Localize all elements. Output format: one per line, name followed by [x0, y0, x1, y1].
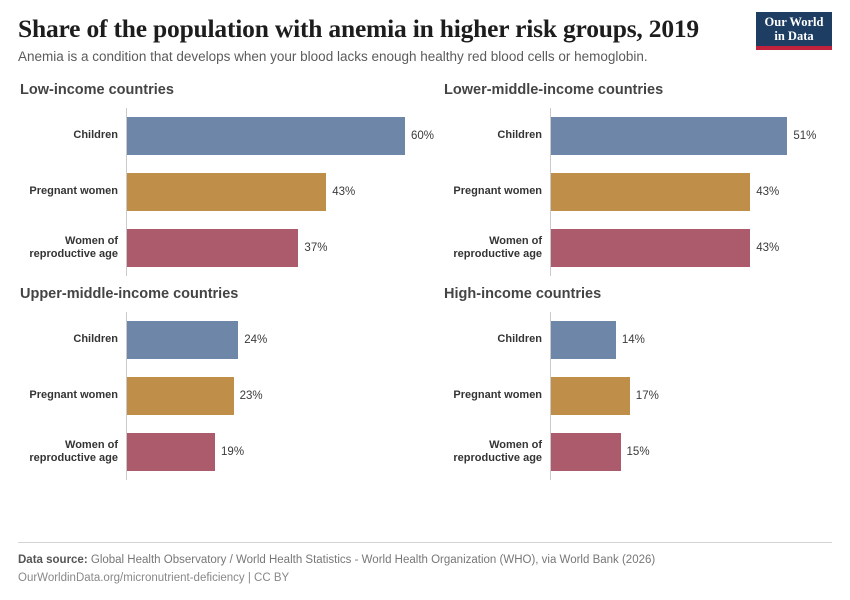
our-world-in-data-logo[interactable]: [756, 12, 832, 50]
bar-track: [126, 312, 434, 368]
bar[interactable]: [551, 433, 621, 471]
bar-row-label: Pregnant women: [29, 389, 118, 402]
logo-line-2: in Data: [774, 29, 814, 43]
bar-row: [18, 312, 434, 368]
bar-track: [126, 108, 434, 164]
bar[interactable]: [127, 377, 234, 415]
bar[interactable]: [127, 433, 215, 471]
bar-value-label: 60%: [411, 129, 435, 142]
bar-value-label: 19%: [221, 445, 245, 458]
panel-rows: [18, 312, 434, 480]
bar-row: [18, 424, 434, 480]
bar-row: [442, 220, 832, 276]
panel-rows: [18, 108, 434, 276]
bar-row-label-line2: reproductive age: [453, 247, 543, 260]
bar[interactable]: [127, 173, 326, 211]
bar-value-label: 17%: [635, 389, 659, 402]
bar[interactable]: [551, 229, 750, 267]
bar[interactable]: [127, 117, 405, 155]
bar-value-label: 51%: [793, 129, 817, 142]
bar-track: [126, 424, 434, 480]
panel-3: [18, 286, 434, 480]
panel-rows: [442, 108, 832, 276]
bar-row: [442, 312, 832, 368]
panel-title: Lower-middle-income countries: [444, 81, 664, 98]
panel-title: Upper-middle-income countries: [20, 285, 239, 302]
bar-row-label-line2: reproductive age: [29, 247, 118, 260]
bar-track: [126, 164, 434, 220]
panel-4: [442, 286, 832, 480]
data-source-label: Data source:: [18, 554, 88, 567]
bar-row-label: [18, 235, 126, 261]
bar-row: [442, 108, 832, 164]
bar[interactable]: [127, 229, 298, 267]
page-subtitle: Anemia is a condition that develops when your blood lacks enough healthy red blood cells or hemoglobin.: [18, 49, 648, 65]
data-source-line: [18, 552, 832, 570]
bar[interactable]: [551, 117, 787, 155]
bar-row-label-line2: reproductive age: [29, 451, 118, 464]
bar-row-label-line2: reproductive age: [453, 451, 543, 464]
bar-row-label: [442, 439, 550, 465]
bar-row-label: Children: [73, 333, 118, 346]
bar-value-label: 14%: [621, 333, 645, 346]
bar-row: [442, 424, 832, 480]
bar-track: [550, 220, 832, 276]
bar[interactable]: [551, 377, 630, 415]
bar-row-label: [442, 235, 550, 261]
chart-footer: [18, 542, 832, 588]
license-line[interactable]: OurWorldinData.org/micronutrient-deficiency | CC BY: [18, 572, 290, 585]
bar-value-label: 43%: [756, 241, 780, 254]
bar-row: [18, 108, 434, 164]
bar-track: [550, 368, 832, 424]
bar-track: [126, 368, 434, 424]
bar[interactable]: [127, 321, 238, 359]
bar-row-label: Pregnant women: [29, 185, 118, 198]
bar-row-label-line1: Women of: [65, 234, 118, 247]
bar-row-label-line1: Women of: [65, 438, 118, 451]
bar-row: [18, 164, 434, 220]
bar-value-label: 15%: [626, 445, 650, 458]
bar-track: [550, 312, 832, 368]
bar-row: [442, 368, 832, 424]
chart-header: [18, 14, 832, 66]
bar-row: [18, 368, 434, 424]
bar-value-label: 23%: [239, 389, 263, 402]
bar-track: [126, 220, 434, 276]
bar-value-label: 24%: [244, 333, 268, 346]
bar-row: [442, 164, 832, 220]
bar-row-label: Children: [497, 129, 543, 142]
panel-1: [18, 82, 434, 276]
panel-2: [442, 82, 832, 276]
panel-grid: [18, 82, 832, 480]
bar-value-label: 43%: [756, 185, 780, 198]
bar-value-label: 43%: [332, 185, 356, 198]
panel-title: Low-income countries: [20, 81, 174, 98]
bar-row-label: Pregnant women: [453, 185, 543, 198]
data-source-text: Global Health Observatory / World Health Statistics - World Health Organization (WHO), via World Bank (2026): [90, 554, 656, 567]
bar-row-label-line1: Women of: [489, 234, 543, 247]
bar-value-label: 37%: [304, 241, 328, 254]
logo-line-1: Our World: [764, 15, 824, 29]
page-title: Share of the population with anemia in higher risk groups, 2019: [18, 14, 699, 43]
bar-row-label: [18, 439, 126, 465]
bar-row-label: Pregnant women: [453, 389, 543, 402]
bar-track: [550, 424, 832, 480]
panel-title: High-income countries: [444, 285, 602, 302]
bar-row: [18, 220, 434, 276]
bar-row-label: Children: [497, 333, 543, 346]
bar[interactable]: [551, 173, 750, 211]
bar-row-label: Children: [73, 129, 118, 142]
panel-rows: [442, 312, 832, 480]
bar-track: [550, 108, 832, 164]
bar[interactable]: [551, 321, 616, 359]
bar-row-label-line1: Women of: [489, 438, 543, 451]
bar-track: [550, 164, 832, 220]
